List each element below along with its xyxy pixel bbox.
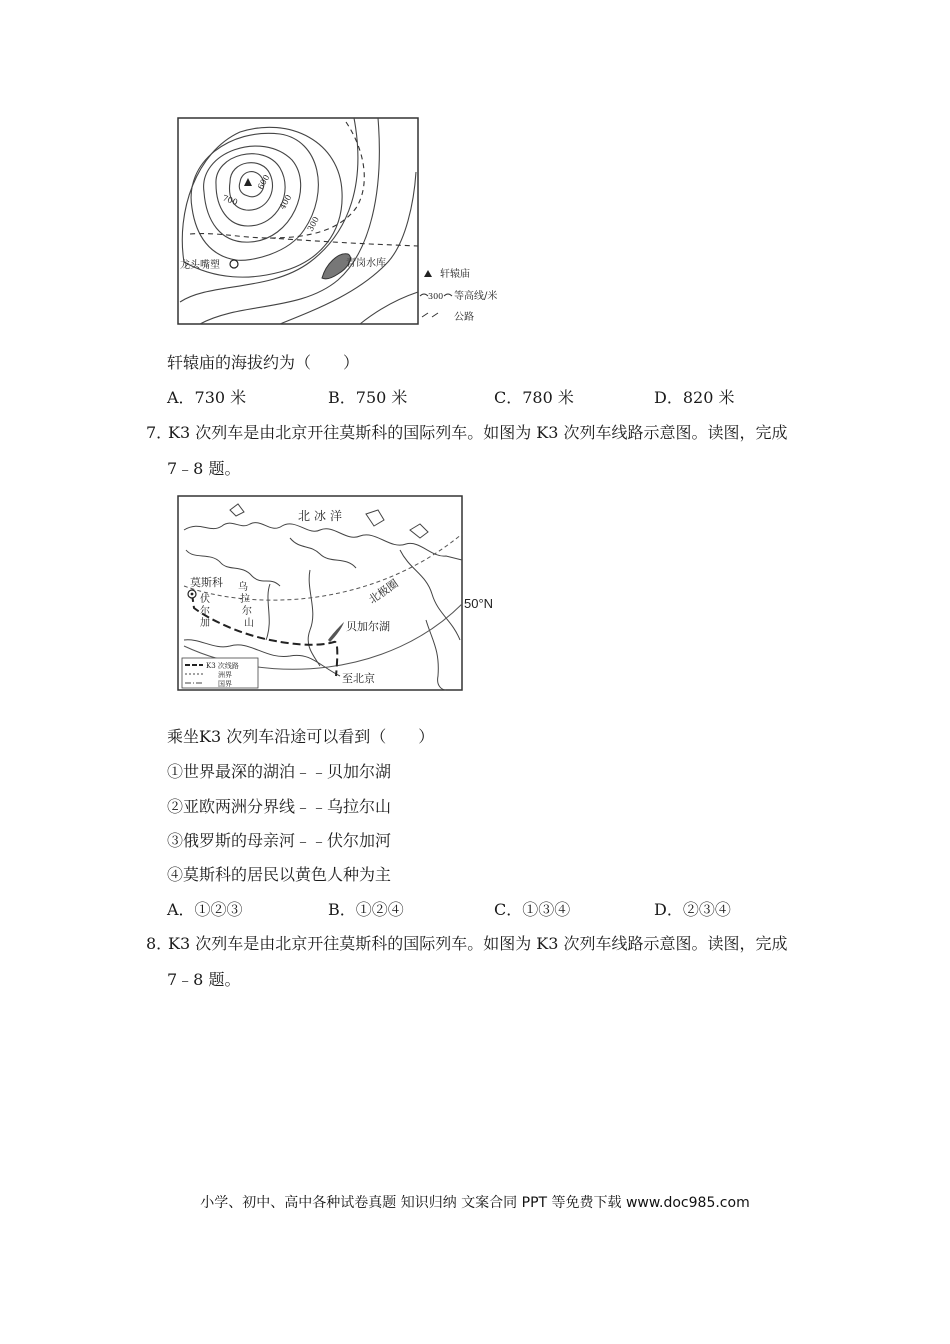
q7-option-a: A．①②③ bbox=[167, 900, 243, 919]
volga-char-2: 尔 bbox=[200, 606, 210, 617]
moscow-label: 莫斯科 bbox=[190, 576, 223, 589]
contour-label-700: 700 bbox=[221, 193, 239, 208]
q7-statement-3: ③俄罗斯的母亲河﹣﹣伏尔加河 bbox=[167, 831, 392, 850]
q6-stem: 轩辕庙的海拔约为（ ） bbox=[167, 353, 360, 372]
q7-option-c: C．①③④ bbox=[494, 900, 571, 919]
legend-country-border: 国界 bbox=[218, 680, 232, 688]
ural-char-4: 山 bbox=[244, 618, 254, 629]
q8-number: 8． bbox=[146, 934, 173, 953]
legend-continent-border: 洲界 bbox=[218, 671, 232, 679]
volga-char-1: 伏 bbox=[200, 594, 210, 605]
q7-intro-line1: K3 次列车是由北京开往莫斯科的国际列车。如图为 K3 次列车线路示意图。读图，完成 bbox=[168, 423, 788, 442]
contour-label-600: 600 bbox=[255, 173, 272, 191]
q6-option-c: C．780 米 bbox=[494, 388, 574, 407]
place-label-left: 龙头嘴塑 bbox=[180, 260, 220, 271]
arctic-ocean-label: 北冰洋 bbox=[298, 509, 347, 523]
contour-label-300: 300 bbox=[305, 215, 321, 233]
legend-road: 公路 bbox=[454, 312, 474, 323]
q6-option-d: D．820 米 bbox=[654, 388, 735, 407]
volga-char-3: 加 bbox=[200, 618, 210, 629]
q7-statement-2: ②亚欧两洲分界线﹣﹣乌拉尔山 bbox=[167, 797, 392, 816]
to-beijing-label: 至北京 bbox=[342, 672, 375, 685]
reservoir-label: 青岗水库 bbox=[346, 258, 386, 269]
q6-option-b: B．750 米 bbox=[328, 388, 408, 407]
q7-intro-line2: 7﹣8 题。 bbox=[167, 459, 241, 478]
latitude-label: 50°N bbox=[464, 596, 494, 611]
q8-intro-line1: K3 次列车是由北京开往莫斯科的国际列车。如图为 K3 次列车线路示意图。读图，完成 bbox=[168, 934, 788, 953]
ural-char-2: 拉 bbox=[240, 594, 250, 605]
q7-statement-1: ①世界最深的湖泊﹣﹣贝加尔湖 bbox=[167, 762, 392, 781]
legend-contour-value: 300 bbox=[428, 292, 444, 301]
arctic-circle-label: 北极圈 bbox=[366, 576, 401, 607]
k3-route-map bbox=[170, 490, 510, 696]
legend-temple: 轩辕庙 bbox=[440, 269, 470, 280]
legend-contour: 等高线/米 bbox=[454, 291, 498, 302]
q8-intro-line2: 7﹣8 题。 bbox=[167, 970, 241, 989]
q6-option-a: A．730 米 bbox=[167, 388, 247, 407]
q7-number: 7． bbox=[146, 423, 173, 442]
page-footer: 小学、初中、高中各种试卷真题 知识归纳 文案合同 PPT 等免费下载 www.doc985.com bbox=[200, 1195, 750, 1211]
q7-option-d: D．②③④ bbox=[654, 900, 731, 919]
legend-route: K3 次线路 bbox=[206, 662, 239, 670]
contour-label-400: 400 bbox=[277, 193, 294, 211]
q7-stem: 乘坐K3 次列车沿途可以看到（ ） bbox=[167, 727, 435, 746]
q7-option-b: B．①②④ bbox=[328, 900, 404, 919]
ural-char-3: 尔 bbox=[242, 606, 252, 617]
baikal-label: 贝加尔湖 bbox=[346, 620, 390, 633]
ural-char-1: 乌 bbox=[238, 582, 248, 593]
q7-statement-4: ④莫斯科的居民以黄色人种为主 bbox=[167, 865, 392, 884]
contour-map bbox=[170, 112, 510, 332]
